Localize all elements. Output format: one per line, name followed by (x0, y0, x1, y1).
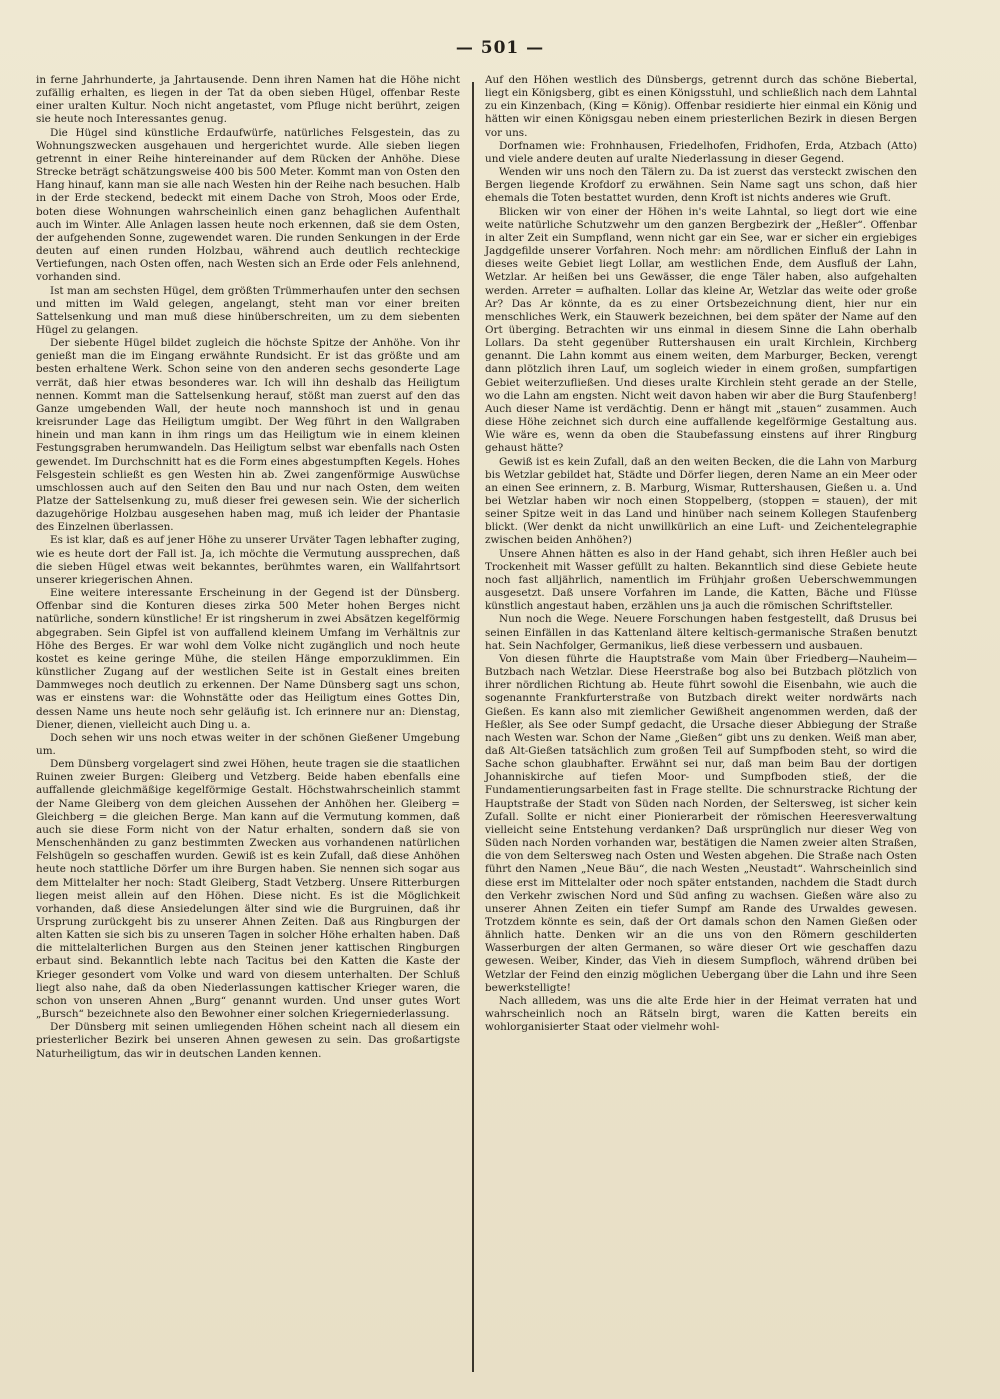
paragraph: Auf den Höhen westlich des Dünsbergs, getrennt durch das schöne Biebertal, liegt ein Königsberg, gibt es einen Königsstuhl, und schließlich nach dem Lahntal zu ein Kinzenbach, (King = König). Offenbar residierte hier einmal ein König und hätten wir einen Königsgau neben einem priesterlichen Bezirk in diesen Bergen vor uns. (485, 74, 917, 139)
page-number: — 501 — (455, 38, 545, 58)
paragraph: in ferne Jahrhunderte, ja Jahrtausende. Denn ihren Namen hat die Höhe nicht zufällig erhalten, es liegen in der Tat da oben sieben Hügel, offenbar Reste einer uralten Kultur. Noch nicht angetastet, vom Pfluge nicht berührt, zeigen sie heute noch Interessantes genug. (36, 74, 460, 126)
paragraph: Der Dünsberg mit seinen umliegenden Höhen scheint nach all diesem ein priesterlicher Bezirk bei unseren Ahnen gewesen zu sein. Das großartigste Naturheiligtum, das wir in deutschen Landen kennen. (36, 1021, 460, 1060)
left-column (36, 74, 460, 1061)
paragraph: Nach allledem, was uns die alte Erde hier in der Heimat verraten hat und wahrscheinlich noch an Rätseln birgt, waren die Katten bereits ein wohlorganisierter Staat oder vielmehr wohl- (485, 994, 917, 1034)
paragraph: Gewiß ist es kein Zufall, daß an den weiten Becken, die die Lahn von Marburg bis Wetzlar gebildet hat, Städte und Dörfer liegen, deren Name an ein Meer oder an einen See erinnern, z. B. Marburg, Wismar, Ruttershausen, Gießen u. a. Und bei Wetzlar haben wir noch einen Stoppelberg, (stoppen = stauen), der mit seiner Spitze weit in das Land und hinüber nach seinem Kollegen Staufenberg blickt. (Wer denkt da nicht unwillkürlich an eine Luft- und Zeichentelegraphie zwischen beiden Anhöhen?) (485, 455, 917, 547)
right-column (485, 74, 917, 1034)
paragraph: Dem Dünsberg vorgelagert sind zwei Höhen, heute tragen sie die staatlichen Ruinen zweier Burgen: Gleiberg und Vetzberg. Beide haben ebenfalls eine auffallende gleichmäßige kegelförmige Gestalt. Höchstwahrscheinlich stammt der Name Gleiberg von dem gleichen Aussehen der Anhöhen her. Gleiberg = Gleichberg = die gleichen Berge. Man kann auf die Vermutung kommen, daß auch sie diese Form nicht von der Natur erhalten, sondern daß sie von Menschenhänden zu ganz bestimmten Zwecken aus vorhandenen natürlichen Felshügeln so geschaffen wurden. Gewiß ist es kein Zufall, daß diese Anhöhen heute noch stattliche Dörfer um ihre Burgen haben. Sie nennen sich sogar aus dem Mittelalter her noch: Stadt Gleiberg, Stadt Vetzberg. Unsere Ritterburgen liegen meist allein auf den Höhen. Diese nicht. Es ist die Möglichkeit vorhanden, daß diese Ansiedelungen älter sind wie die Burgruinen, daß ihr Ursprung zurückgeht bis zu unserer Ahnen Zeiten. Daß aus Ringburgen der alten Katten sie sich bis zu unseren Tagen in solcher Höhe erhalten haben. Daß die mittelalterlichen Burgen aus den Steinen jener kattischen Ringburgen erbaut sind. Bekanntlich lebte nach Tacitus bei den Katten die Kaste der Krieger gesondert vom Volke und ward von diesem unterhalten. Der Schluß liegt also nahe, daß da oben Niederlassungen kattischer Krieger waren, die schon von unseren Ahnen „Burg“ genannt wurden. Und unser gutes Wort „Bursch“ bezeichnete also den Bewohner einer solchen Kriegerniederlassung. (36, 758, 460, 1021)
column-divider (472, 82, 474, 1372)
paragraph: Nun noch die Wege. Neuere Forschungen haben festgestellt, daß Drusus bei seinen Einfällen in das Kattenland ältere keltisch-germanische Straßen benutzt hat. Sein Nachfolger, Germanikus, ließ diese verbessern und ausbauen. (485, 613, 917, 652)
paragraph: Dorfnamen wie: Frohnhausen, Friedelhofen, Fridhofen, Erda, Atzbach (Atto) und viele andere deuten auf uralte Niederlassung in dieser Gegend. (485, 139, 917, 165)
paragraph: Von diesen führte die Hauptstraße vom Main über Friedberg—Nauheim—Butzbach nach Wetzlar. Diese Heerstraße bog also bei Butzbach plötzlich von ihrer nördlichen Richtung ab. Heute führt sowohl die Eisenbahn, wie auch die sogenannte Frankfurterstraße von Butzbach direkt weiter nordwärts nach Gießen. Es kann also mit ziemlicher Gewißheit angenommen werden, daß der Heßler, als See oder Sumpf gedacht, die Ursache dieser Abbiegung der Straße nach Westen war. Schon der Name „Gießen“ gibt uns zu denken. Weiß man aber, daß Alt-Gießen tatsächlich zum großen Teil auf Sumpfboden steht, so wird die Sache schon glaubhafter. Erwähnt sei nur, daß man beim Bau der dortigen Johanniskirche auf tiefen Moor- und Sumpfboden stieß, der die Fundamentierungsarbeiten fast in Frage stellte. Die schnurstracke Richtung der Hauptstraße der Stadt von Süden nach Norden, der Seltersweg, ist sicher kein Zufall. Sollte er nicht einer Pionierarbeit der römischen Heeresverwaltung vielleicht seine Entstehung verdanken? Daß ursprünglich nur dieser Weg von Süden nach Norden vorhanden war, bestätigen die Namen zweier alten Straßen, die von dem Seltersweg nach Osten und Westen abgehen. Die Straße nach Osten führt den Namen „Neue Bäu“, die nach Westen „Neustadt“. Wahrscheinlich sind diese erst im Mittelalter oder noch später entstanden, nachdem die Stadt durch den Verkehr zwischen Nord und Süd anfing zu wachsen. Gießen wäre also zu unserer Ahnen Zeiten ein tiefer Sumpf am Rande des Urwaldes gewesen. Trotzdem könnte es sein, daß der Ort damals schon den Namen Gießen oder ähnlich hatte. Denken wir an die uns von den Römern geschilderten Wasserburgen der alten Germanen, so wäre dieser Ort wie geschaffen dazu gewesen. Weiber, Kinder, das Vieh in diesem Sumpfloch, während drüben bei Wetzlar der Feind den einzig möglichen Uebergang über die Lahn und ihre Seen bewerkstelligte! (485, 652, 917, 994)
paragraph: Wenden wir uns noch den Tälern zu. Da ist zuerst das versteckt zwischen den Bergen liegende Krofdorf zu erwähnen. Sein Name sagt uns schon, daß hier ehemals die Toten bestattet wurden, denn Kroft ist nichts anderes wie Gruft. (485, 166, 917, 205)
paragraph: Unsere Ahnen hätten es also in der Hand gehabt, sich ihren Heßler auch bei Trockenheit mit Wasser gefüllt zu halten. Bekanntlich sind diese Gebiete heute noch fast alljährlich, namentlich im Frühjahr großen Ueberschwemmungen ausgesetzt. Daß unsere Vorfahren im Lande, die Katten, Bäche und Flüsse künstlich angestaut haben, erzählen uns ja auch die römischen Schriftsteller. (485, 547, 917, 613)
paragraph: Es ist klar, daß es auf jener Höhe zu unserer Urväter Tagen lebhafter zuging, wie es heute dort der Fall ist. Ja, ich möchte die Vermutung aussprechen, daß die sieben Hügel etwas weit bekanntes, berühmtes waren, ein Wallfahrtsort unserer kriegerischen Ahnen. (36, 534, 460, 586)
paragraph: Die Hügel sind künstliche Erdaufwürfe, natürliches Felsgestein, das zu Wohnungszwecken ausgehauen und hergerichtet wurde. Alle sieben liegen getrennt in einer Reihe hintereinander auf dem Rücken der Anhöhe. Diese Strecke beträgt schätzungsweise 400 bis 500 Meter. Kommt man von Osten den Hang hinauf, kann man sie alle nach Westen hin der Reihe nach besuchen. Halb in der Erde steckend, bedeckt mit einem Dache von Stroh, Moos oder Erde, boten diese Wohnungen wahrscheinlich einen ganz behaglichen Aufenthalt auch im Winter. Alle Anlagen lassen heute noch erkennen, daß sie dem Osten, der aufgehenden Sonne, zugewendet waren. Die runden Senkungen in der Erde deuten auf einen runden Holzbau, während auch deutlich rechteckige Vertiefungen, nach Osten offen, nach Westen sich an Erde oder Fels anlehnend, vorhanden sind. (36, 126, 460, 284)
paragraph: Der siebente Hügel bildet zugleich die höchste Spitze der Anhöhe. Von ihr genießt man die im Eingang erwähnte Rundsicht. Er ist das größte und am besten erhaltene Werk. Schon seine von den anderen sechs gesonderte Lage verrät, daß hier etwas besonderes war. Ich will ihn deshalb das Heiligtum nennen. Kommt man die Sattelsenkung herauf, stößt man zuerst auf den das Ganze umgebenden Wall, der heute noch mannshoch ist und in genau kreisrunder Lage das Heiligtum umgibt. Der Weg führt in den Wallgraben hinein und man kann in ihm rings um das Heiligtum wie in einem kleinen Festungsgraben herumwandeln. Das Heiligtum selbst war ebenfalls nach Osten gewendet. Im Durchschnitt hat es die Form eines abgestumpften Kegels. Hohes Felsgestein schließt es gen Westen hin ab. Zwei zangenförmige Auswüchse umschlossen auch auf den Seiten den Bau und nur nach Osten, dem weiten Platze der Sattelsenkung zu, muß dieser frei gewesen sein. Wie der sicherlich dazugehörige Holzbau ausgesehen haben mag, muß ich leider der Phantasie des Einzelnen überlassen. (36, 337, 460, 534)
paragraph: Blicken wir von einer der Höhen in's weite Lahntal, so liegt dort wie eine weite natürliche Schutzwehr um den ganzen Bergbezirk der „Heßler“. Offenbar in alter Zeit ein Sumpfland, wenn nicht gar ein See, war er sicher ein ergiebiges Jagdgefilde unserer Vorfahren. Noch mehr: am nördlichen Einfluß der Lahn in dieses weite Gebiet liegt Lollar, am westlichen Ende, dem Ausfluß der Lahn, Wetzlar. Ar heißen bei uns Gewässer, die enge Täler haben, also aufgehalten werden. Arreter = aufhalten. Lollar das kleine Ar, Wetzlar das weite oder große Ar? Das Ar könnte, da es zu einer Ortsbezeichnung dient, hier nur ein menschliches Werk, ein Stauwerk bezeichnen, bei dem später der Name auf den Ort überging. Betrachten wir uns einmal in diesem Sinne die Lahn oberhalb Lollars. Da steht gegenüber Ruttershausen ein uralt Kirchlein, Kirchberg genannt. Die Lahn kommt aus einem weiten, dem Marburger, Becken, verengt dann plötzlich ihren Lauf, um sogleich wieder in einem großen, sumpfartigen Gebiet weiterzufließen. Und dieses uralte Kirchlein steht gerade an der Stelle, wo die Lahn am engsten. Nicht weit davon haben wir aber die Burg Staufenberg! Auch dieser Name ist verdächtig. Denn er hängt mit „stauen“ zusammen. Auch diese Höhe zeichnet sich durch eine auffallende kegelförmige Gestaltung aus. Wie wäre es, wenn da oben die Staubefassung einstens auf ihrer Ringburg gehaust hätte? (485, 205, 917, 455)
paragraph: Doch sehen wir uns noch etwas weiter in der schönen Gießener Umgebung um. (36, 731, 460, 757)
paragraph: Ist man am sechsten Hügel, dem größten Trümmerhaufen unter den sechsen und mitten im Wald gelegen, angelangt, steht man vor einer breiten Sattelsenkung und man muß diese hinüberschreiten, um zu dem siebenten Hügel zu gelangen. (36, 284, 460, 336)
paragraph: Eine weitere interessante Erscheinung in der Gegend ist der Dünsberg. Offenbar sind die Konturen dieses zirka 500 Meter hohen Berges nicht natürliche, sondern künstliche! Er ist ringsherum in zwei Absätzen kegelförmig abgegraben. Sein Gipfel ist von auffallend kleinem Umfang im Verhältnis zur Höhe des Berges. Er war wohl dem Volke nicht zugänglich und noch heute kostet es keine geringe Mühe, die steilen Hänge emporzuklimmen. Ein künstlicher Zugang auf der westlichen Seite ist in Gestalt eines breiten Dammweges noch deutlich zu erkennen. Der Name Dünsberg sagt uns schon, was er einstens war: die Wohnstätte oder das Heiligtum eines Gottes Din, dessen Name uns heute noch sehr geläufig ist. Ich erinnere nur an: Dienstag, Diener, dienen, vielleicht auch Ding u. a. (36, 587, 460, 731)
